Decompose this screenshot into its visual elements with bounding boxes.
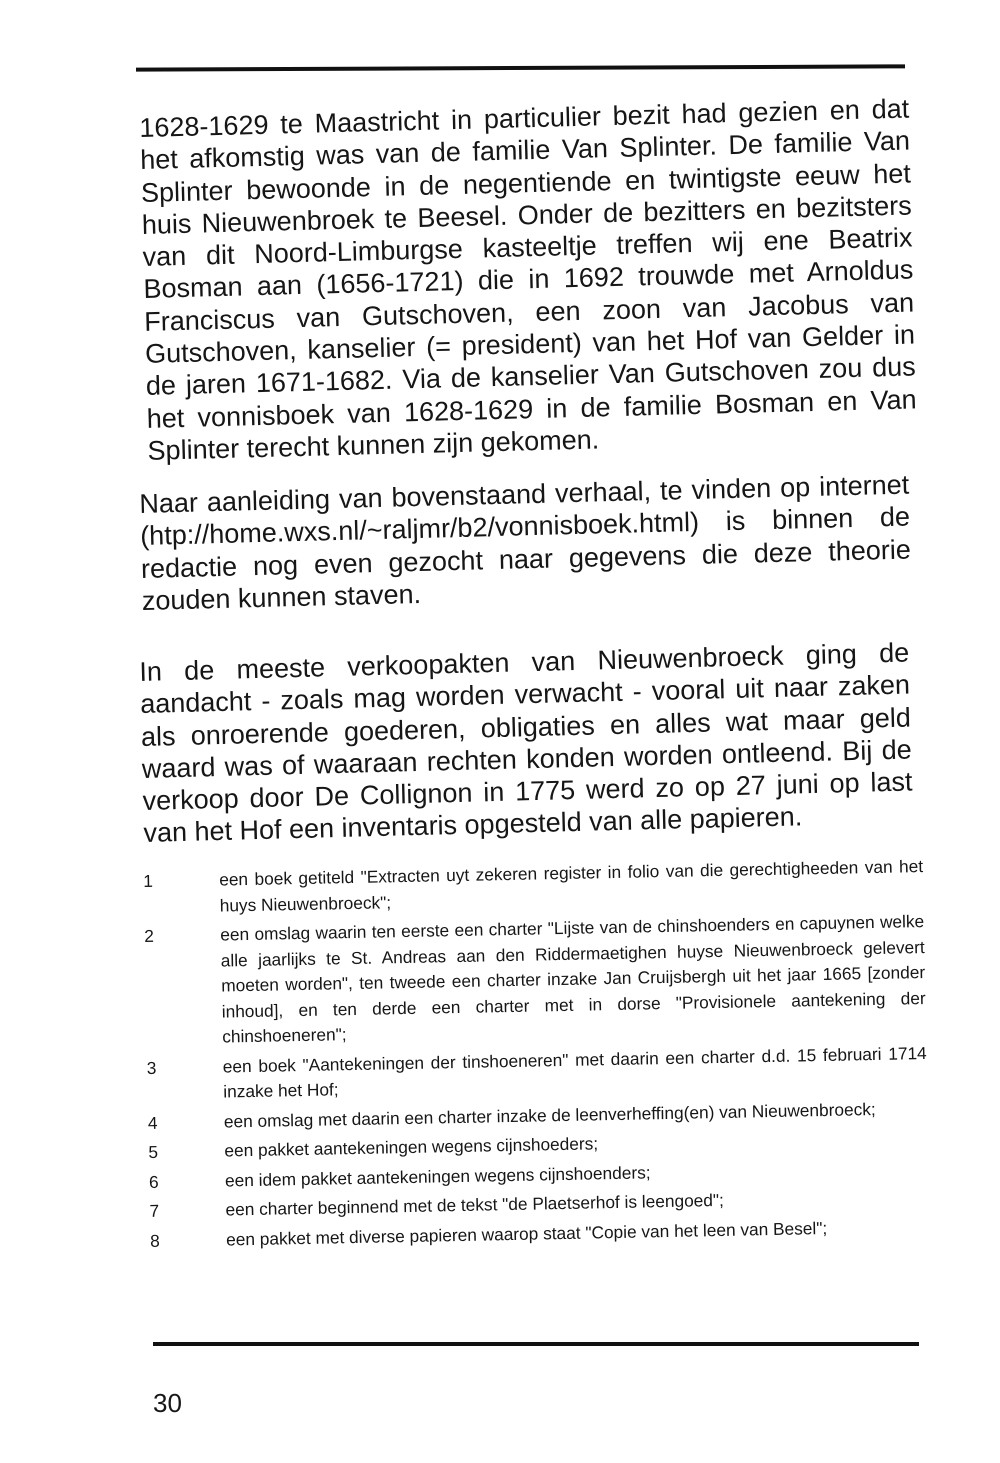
paragraph-verkoopakten: In de meeste verkoopakten van Nieuwenbroeck ging de aandacht - zoals mag worden verwacht - vooral uit naar zaken als onroerende goederen, obligaties en alles wat maar geld waard was of waaraan rechten konden worden ontleend. Bij de verkoop door De Collignon in 1775 werd zo op 27 juni op last van het Hof een inventaris opgesteld van alle papieren. — [139, 637, 913, 849]
inventory-item-number: 7 — [149, 1200, 160, 1221]
inventory-item — [144, 909, 926, 1051]
inventory-item-number: 6 — [148, 1171, 159, 1192]
bottom-rule — [153, 1342, 919, 1346]
inventory-item-text: een idem pakket aantekeningen wegens cijnshoenders; — [224, 1161, 651, 1190]
inventory-item-text: een omslag met daarin een charter inzake de leenverheffing(en) van Nieuwenbroeck; — [223, 1098, 876, 1131]
inventory-item — [143, 854, 924, 920]
paragraph-van-splinter: 1628-1629 te Maastricht in particulier bezit had gezien en dat het afkomstig was van de familie Van Splinter. De familie Van Splinter bewoonde in de negentiende en twintigste eeuw het huis Nieuwenbroek te Beesel. Onder de bezitters en bezitsters van dit Noord-Limburgse kasteeltje treffen wij ene Beatrix Bosman aan (1656-1721) die in 1692 trouwde met Arnoldus Franciscus van Gutschoven, een zoon van Jacobus van Gutschoven, kanselier (= president) van het Hof van Gelder in de jaren 1671-1682. Via de kanselier Van Gutschoven zou dus het vonnisboek van 1628-1629 in de familie Bosman en Van Splinter terecht kunnen zijn gekomen. — [139, 93, 917, 466]
inventory-item-text: een boek getiteld "Extracten uyt zekeren register in folio van die gerechtigheeden van het huys Nieuwenbroeck"; — [219, 856, 924, 916]
paragraph-internet-source: Naar aanleiding van bovenstaand verhaal, te vinden op internet (htp://home.wxs.nl/~raljmr/b2/vonnisboek.html) is binnen de redactie nog even gezocht naar gegevens die deze theorie zouden kunnen staven. — [139, 469, 912, 616]
inventory-item-number: 8 — [149, 1230, 160, 1251]
inventory-item-number: 1 — [143, 870, 154, 891]
inventory-item-text: een pakket met diverse papieren waarop staat "Copie van het leen van Besel"; — [225, 1217, 828, 1249]
inventory-item-text: een pakket aantekeningen wegens cijnshoeders; — [224, 1133, 599, 1161]
inventory-item-number: 5 — [148, 1141, 159, 1162]
inventory-item-text: een charter beginnend met de tekst "de Plaetserhof is leengoed"; — [225, 1189, 725, 1220]
inventory-list — [143, 854, 930, 1258]
top-rule — [136, 64, 905, 71]
inventory-item-text: een omslag waarin ten eerste een charter "Lijste van de chinshoenders en capuynen welke alle jaarlijks te St. Andreas aan den Riddermaetighen huyse Nieuwenbroeck gelevert moeten worden", ten tweede een charter inzake Jan Cruijsbergh uit het jaar 1665 [zonder inhoud], en ten derde een charter met in dorse "Provisionele aantekening der chinshoeneren"; — [220, 911, 926, 1047]
inventory-item-number: 3 — [146, 1057, 157, 1078]
page-number: 30 — [153, 1388, 182, 1418]
inventory-item-number: 2 — [144, 925, 155, 946]
inventory-item-number: 4 — [147, 1112, 158, 1133]
inventory-item-text: een boek "Aantekeningen der tinshoeneren" met daarin een charter d.d. 15 februari 1714 inzake het Hof; — [222, 1042, 927, 1102]
inventory-item — [147, 1040, 928, 1106]
